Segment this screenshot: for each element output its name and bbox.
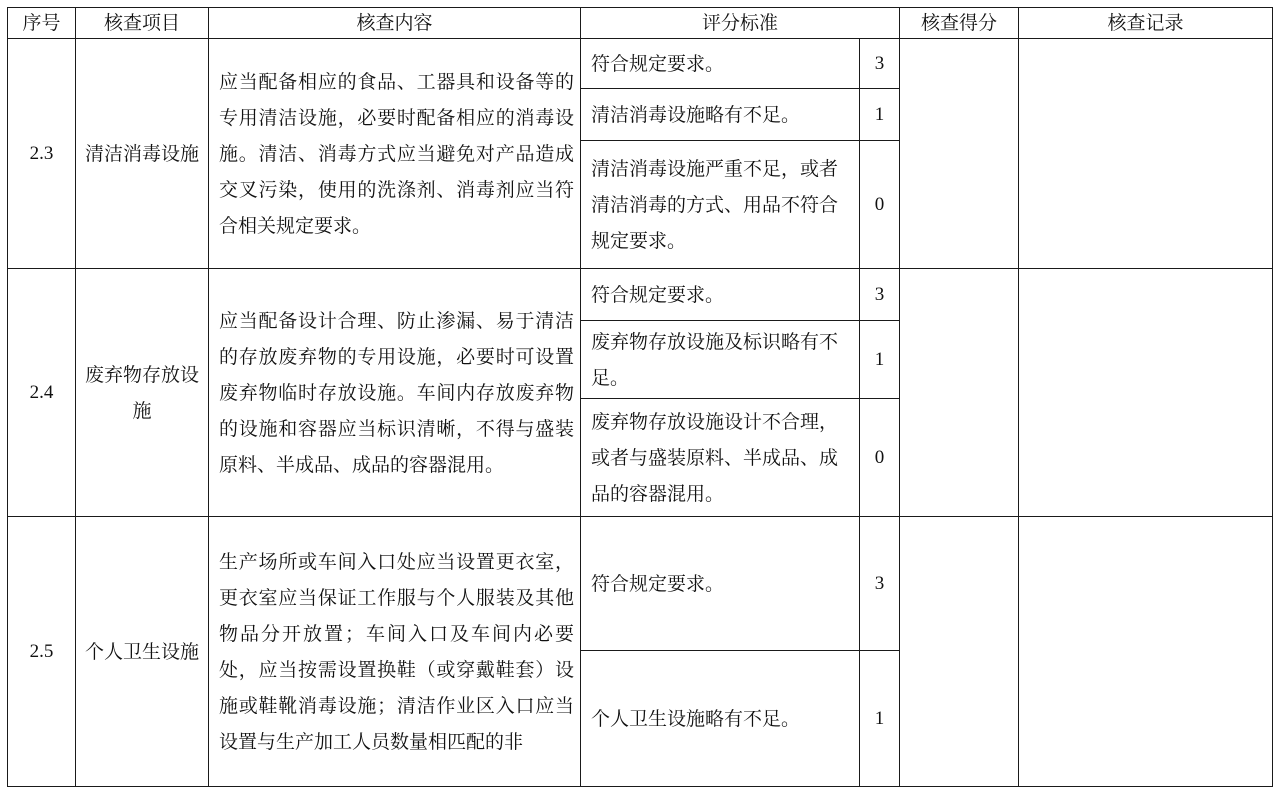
row-seq: 2.3: [8, 39, 76, 269]
header-content: 核查内容: [209, 8, 581, 39]
header-row: [8, 8, 1273, 39]
criterion-text: 废弃物存放设施及标识略有不足。: [581, 321, 860, 399]
criterion-points: 1: [860, 321, 900, 399]
criterion-points: 3: [860, 269, 900, 321]
record-cell[interactable]: [1019, 269, 1273, 517]
criterion-text: 符合规定要求。: [581, 517, 860, 651]
criterion-points: 1: [860, 89, 900, 141]
score-cell[interactable]: [900, 39, 1019, 269]
row-content: 应当配备设计合理、防止渗漏、易于清洁的存放废弃物的专用设施，必要时可设置废弃物临时存放设施。车间内存放废弃物的设施和容器应当标识清晰，不得与盛装原料、半成品、成品的容器混用。: [209, 269, 581, 517]
score-cell[interactable]: [900, 269, 1019, 517]
record-cell[interactable]: [1019, 517, 1273, 787]
record-cell[interactable]: [1019, 39, 1273, 269]
inspection-table: [7, 7, 1273, 787]
row-content: 应当配备相应的食品、工器具和设备等的专用清洁设施，必要时配备相应的消毒设施。清洁、消毒方式应当避免对产品造成交叉污染，使用的洗涤剂、消毒剂应当符合相关规定要求。: [209, 39, 581, 269]
header-record: 核查记录: [1019, 8, 1273, 39]
header-criteria: 评分标准: [581, 8, 900, 39]
criterion-points: 3: [860, 39, 900, 89]
row-item: 清洁消毒设施: [76, 39, 209, 269]
row-seq: 2.4: [8, 269, 76, 517]
header-seq: 序号: [8, 8, 76, 39]
table-row: [8, 39, 1273, 89]
criterion-text: 废弃物存放设施设计不合理，或者与盛装原料、半成品、成品的容器混用。: [581, 399, 860, 517]
row-item: 废弃物存放设施: [76, 269, 209, 517]
criterion-points: 1: [860, 651, 900, 787]
table-row: [8, 269, 1273, 321]
criterion-points: 3: [860, 517, 900, 651]
header-score: 核查得分: [900, 8, 1019, 39]
row-seq: 2.5: [8, 517, 76, 787]
criterion-text: 符合规定要求。: [581, 269, 860, 321]
score-cell[interactable]: [900, 517, 1019, 787]
criterion-text: 符合规定要求。: [581, 39, 860, 89]
criterion-text: 个人卫生设施略有不足。: [581, 651, 860, 787]
criterion-text: 清洁消毒设施略有不足。: [581, 89, 860, 141]
table-row: [8, 517, 1273, 651]
criterion-text: 清洁消毒设施严重不足，或者清洁消毒的方式、用品不符合规定要求。: [581, 141, 860, 269]
row-item: 个人卫生设施: [76, 517, 209, 787]
criterion-points: 0: [860, 399, 900, 517]
row-content: 生产场所或车间入口处应当设置更衣室，更衣室应当保证工作服与个人服装及其他物品分开放置；车间入口及车间内必要处，应当按需设置换鞋（或穿戴鞋套）设施或鞋靴消毒设施；清洁作业区入口应当设置与生产加工人员数量相匹配的非: [209, 517, 581, 787]
criterion-points: 0: [860, 141, 900, 269]
header-item: 核查项目: [76, 8, 209, 39]
